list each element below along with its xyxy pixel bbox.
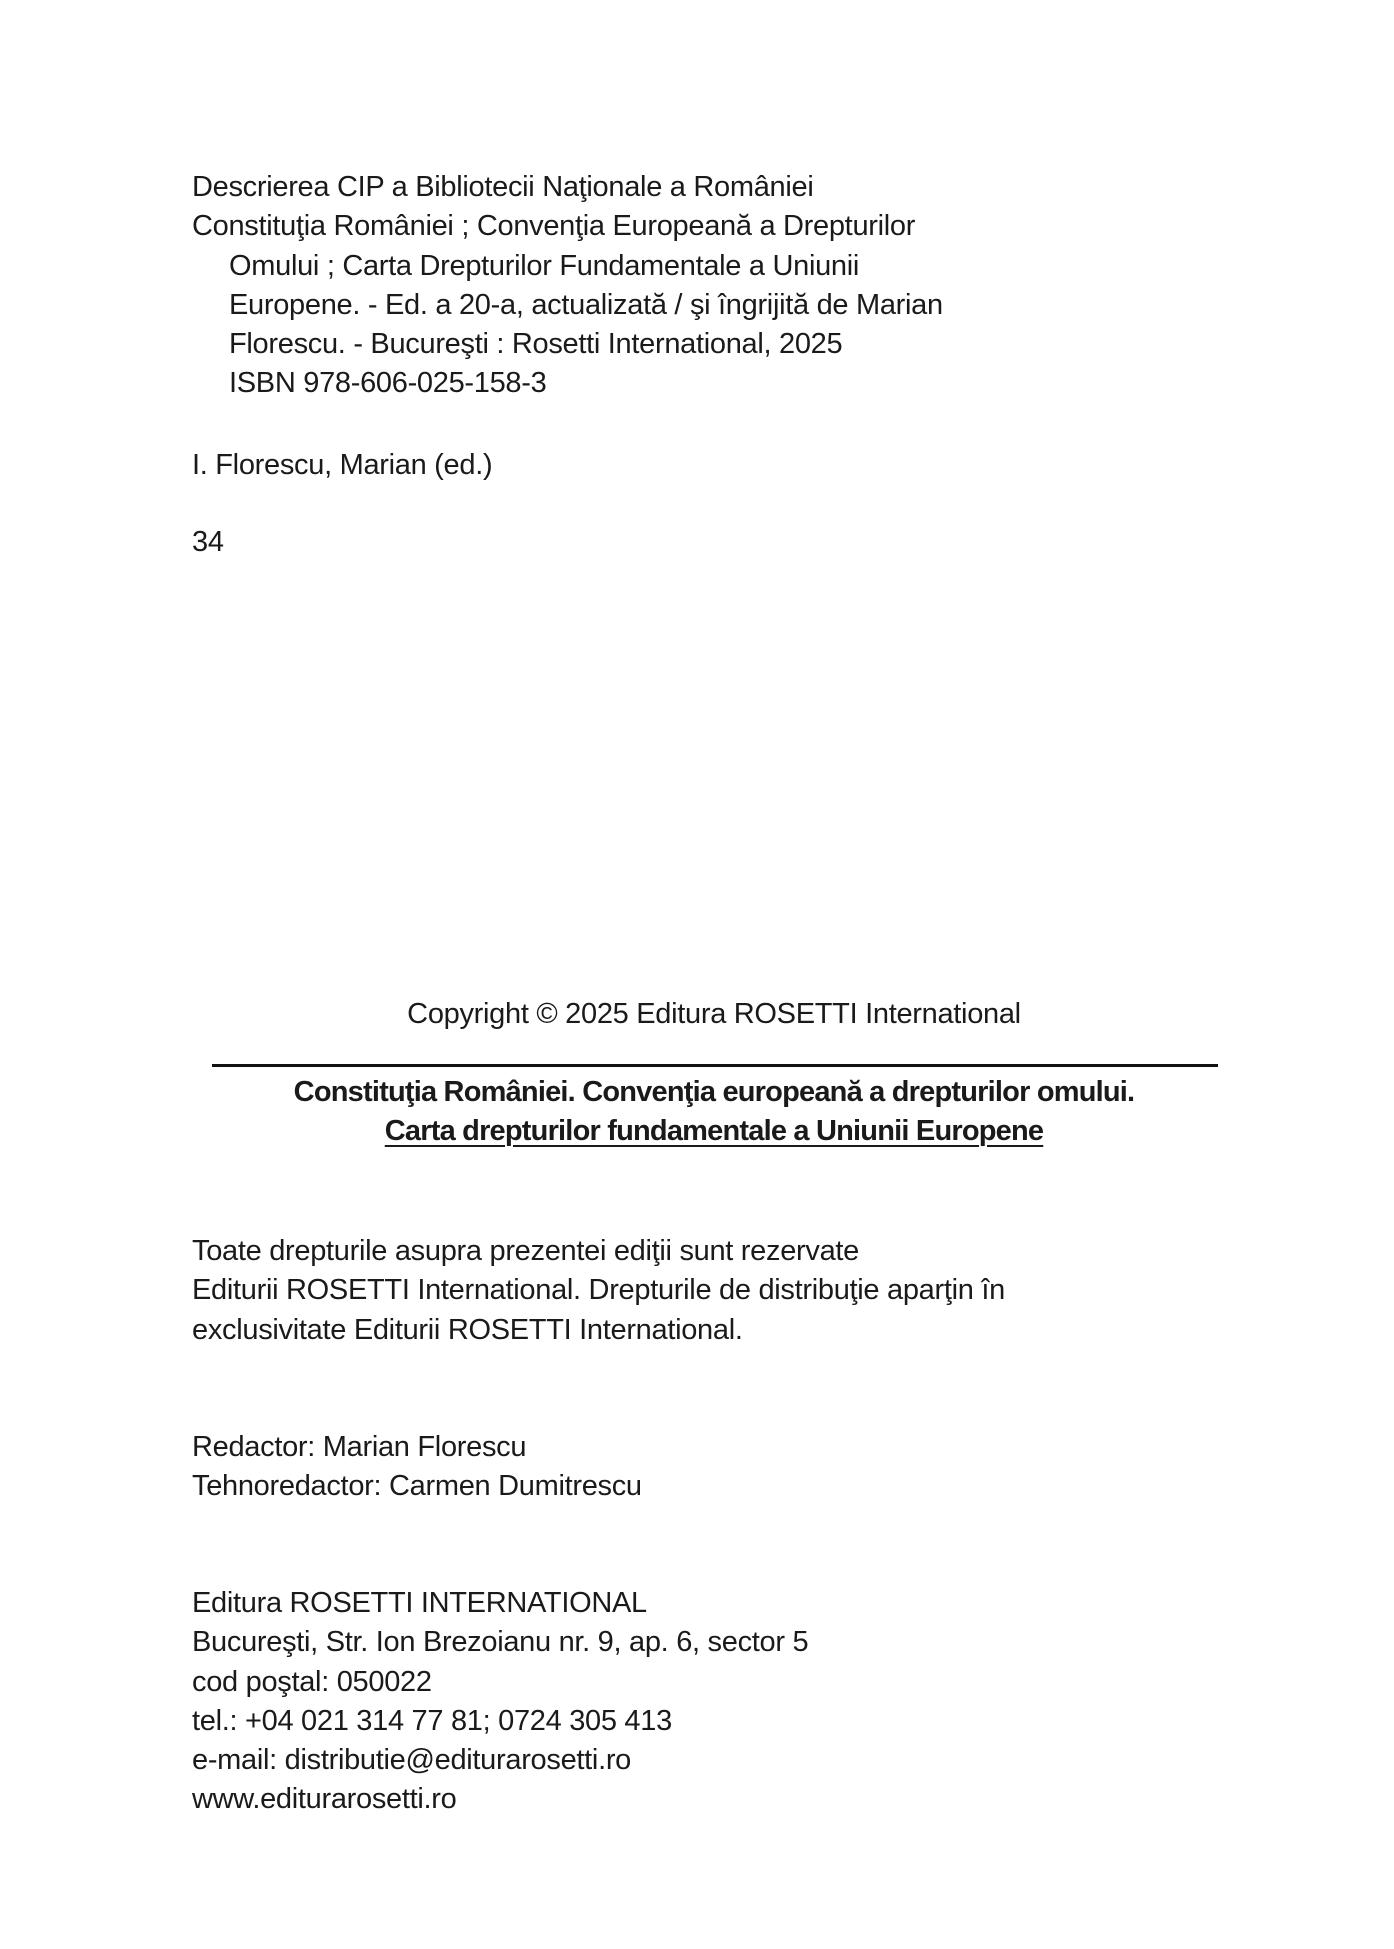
rights-line: Toate drepturile asupra prezentei ediţii sunt rezervate xyxy=(192,1235,859,1267)
credit-editor: Redactor: Marian Florescu xyxy=(192,1431,527,1463)
book-title-line2: Carta drepturilor fundamentale a Uniunii Europene xyxy=(384,1115,1044,1148)
publisher-name: Editura ROSETTI INTERNATIONAL xyxy=(192,1587,647,1619)
book-title xyxy=(0,1073,1394,1152)
book-title-line1: Constituţia României. Convenţia europeană a drepturilor omului. xyxy=(293,1076,1135,1108)
publisher-phone: tel.: +04 021 314 77 81; 0724 305 413 xyxy=(192,1704,672,1737)
rights-notice xyxy=(192,1232,1005,1350)
divider xyxy=(212,1064,1218,1067)
cip-line: Florescu. - Bucureşti : Rosetti International, 2025 xyxy=(229,328,843,361)
publisher-address: Bucureşti, Str. Ion Brezoianu nr. 9, ap. 6, sector 5 xyxy=(192,1626,809,1659)
rights-line: exclusivitate Editurii ROSETTI International. xyxy=(192,1313,743,1346)
cip-line: Omului ; Carta Drepturilor Fundamentale a Uniunii xyxy=(229,249,860,282)
copyright-notice: Copyright © 2025 Editura ROSETTI International xyxy=(407,998,1021,1030)
cip-classification: 34 xyxy=(192,526,224,558)
rights-line: Editurii ROSETTI International. Drepturile de distribuţie aparţin în xyxy=(192,1274,1005,1307)
cip-editor-entry: I. Florescu, Marian (ed.) xyxy=(192,449,493,481)
publisher-email: e-mail: distributie@editurarosetti.ro xyxy=(192,1744,632,1777)
publisher-info xyxy=(192,1584,808,1820)
cip-line: Europene. - Ed. a 20-a, actualizată / şi îngrijită de Marian xyxy=(229,288,943,321)
publisher-website: www.editurarosetti.ro xyxy=(192,1783,457,1816)
credits xyxy=(192,1428,642,1507)
publisher-postal-code: cod poştal: 050022 xyxy=(192,1665,432,1698)
cip-description xyxy=(192,168,943,404)
credit-typesetter: Tehnoredactor: Carmen Dumitrescu xyxy=(192,1470,642,1503)
cip-isbn: ISBN 978-606-025-158-3 xyxy=(229,367,547,400)
cip-heading: Descrierea CIP a Bibliotecii Naţionale a României xyxy=(192,171,814,203)
cip-line: Constituţia României ; Convenţia Europeană a Drepturilor xyxy=(192,210,916,243)
